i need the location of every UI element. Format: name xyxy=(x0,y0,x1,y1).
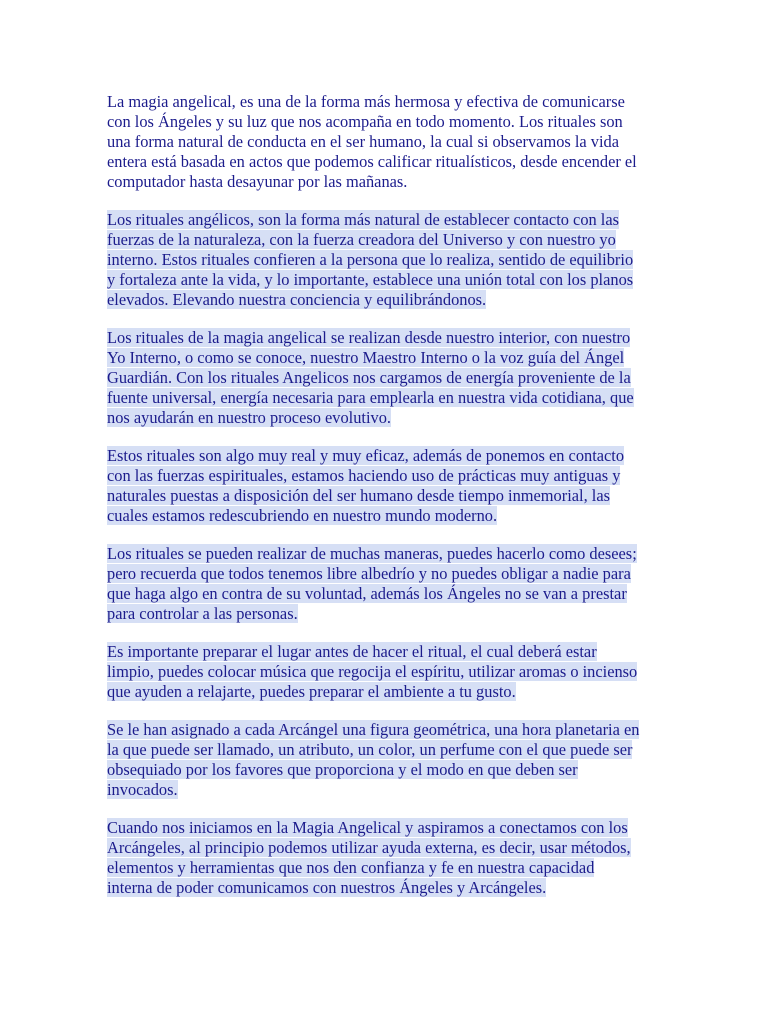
text-line-content: una forma natural de conducta en el ser humano, la cual si observamos la vida xyxy=(107,132,620,151)
text-line-content: y fortaleza ante la vida, y lo importante, establece una unión total con los planos xyxy=(107,270,634,289)
text-line-content: La magia angelical, es una de la forma más hermosa y efectiva de comunicarse xyxy=(107,92,625,111)
text-line-content: fuerzas de la naturaleza, con la fuerza creadora del Universo y con nuestro yo xyxy=(107,230,616,249)
text-line xyxy=(107,210,662,230)
paragraph xyxy=(107,544,662,624)
text-line xyxy=(107,740,662,760)
text-line xyxy=(107,446,662,466)
text-line xyxy=(107,250,662,270)
text-line xyxy=(107,662,662,682)
text-line-content: naturales puestas a disposición del ser humano desde tiempo inmemorial, las xyxy=(107,486,610,505)
text-line xyxy=(107,132,662,152)
text-line xyxy=(107,230,662,250)
text-line-content: cuales estamos redescubriendo en nuestro mundo moderno. xyxy=(107,506,498,525)
text-line xyxy=(107,328,662,348)
text-line xyxy=(107,564,662,584)
text-line-content: Estos rituales son algo muy real y muy eficaz, además de ponemos en contacto xyxy=(107,446,625,465)
text-line xyxy=(107,466,662,486)
text-line xyxy=(107,760,662,780)
text-line xyxy=(107,112,662,132)
text-line xyxy=(107,838,662,858)
text-line-content: elevados. Elevando nuestra conciencia y equilibrándonos. xyxy=(107,290,487,309)
text-line xyxy=(107,348,662,368)
paragraph xyxy=(107,92,662,192)
text-line xyxy=(107,682,662,702)
paragraph xyxy=(107,446,662,526)
paragraph xyxy=(107,720,662,800)
text-line xyxy=(107,486,662,506)
text-line xyxy=(107,720,662,740)
text-line-content: Yo Interno, o como se conoce, nuestro Maestro Interno o la voz guía del Ángel xyxy=(107,348,625,367)
text-line-content: Los rituales se pueden realizar de muchas maneras, puedes hacerlo como desees; xyxy=(107,544,637,563)
text-line-content: que ayuden a relajarte, puedes preparar el ambiente a tu gusto. xyxy=(107,682,516,701)
text-line-content: Es importante preparar el lugar antes de hacer el ritual, el cual deberá estar xyxy=(107,642,597,661)
text-line-content: con los Ángeles y su luz que nos acompaña en todo momento. Los rituales son xyxy=(107,112,623,131)
text-line xyxy=(107,604,662,624)
text-line-content: Arcángeles, al principio podemos utilizar ayuda externa, es decir, usar métodos, xyxy=(107,838,631,857)
text-line-content: Se le han asignado a cada Arcángel una figura geométrica, una hora planetaria en xyxy=(107,720,640,739)
text-line xyxy=(107,172,662,192)
text-line-content: elementos y herramientas que nos den confianza y fe en nuestra capacidad xyxy=(107,858,595,877)
text-line-content: Los rituales angélicos, son la forma más natural de establecer contacto con las xyxy=(107,210,620,229)
text-line xyxy=(107,270,662,290)
text-line xyxy=(107,290,662,310)
text-line-content: que haga algo en contra de su voluntad, además los Ángeles no se van a prestar xyxy=(107,584,627,603)
text-line xyxy=(107,858,662,878)
paragraph xyxy=(107,818,662,898)
text-line xyxy=(107,506,662,526)
text-line xyxy=(107,388,662,408)
text-line-content: invocados. xyxy=(107,780,178,799)
text-line xyxy=(107,780,662,800)
text-line-content: nos ayudarán en nuestro proceso evolutivo. xyxy=(107,408,392,427)
text-line-content: limpio, puedes colocar música que regocija el espíritu, utilizar aromas o incienso xyxy=(107,662,638,681)
text-line-content: Los rituales de la magia angelical se realizan desde nuestro interior, con nuestro xyxy=(107,328,631,347)
text-line xyxy=(107,408,662,428)
text-line xyxy=(107,92,662,112)
text-line-content: pero recuerda que todos tenemos libre albedrío y no puedes obligar a nadie para xyxy=(107,564,631,583)
paragraph xyxy=(107,210,662,310)
paragraph xyxy=(107,328,662,428)
text-line-content: Guardián. Con los rituales Angelicos nos cargamos de energía proveniente de la xyxy=(107,368,631,387)
text-line xyxy=(107,584,662,604)
text-line xyxy=(107,642,662,662)
text-line xyxy=(107,818,662,838)
text-line xyxy=(107,152,662,172)
text-line-content: fuente universal, energía necesaria para emplearla en nuestra vida cotidiana, que xyxy=(107,388,634,407)
text-line xyxy=(107,878,662,898)
text-line-content: Cuando nos iniciamos en la Magia Angelical y aspiramos a conectamos con los xyxy=(107,818,628,837)
text-line-content: obsequiado por los favores que proporciona y el modo en que deben ser xyxy=(107,760,578,779)
text-line-content: la que puede ser llamado, un atributo, un color, un perfume con el que puede ser xyxy=(107,740,633,759)
paragraph xyxy=(107,642,662,702)
text-line-content: computador hasta desayunar por las mañanas. xyxy=(107,172,408,191)
text-line xyxy=(107,544,662,564)
text-line-content: interno. Estos rituales confieren a la persona que lo realiza, sentido de equilibrio xyxy=(107,250,634,269)
text-line-content: para controlar a las personas. xyxy=(107,604,298,623)
text-line xyxy=(107,368,662,388)
text-line-content: con las fuerzas espirituales, estamos haciendo uso de prácticas muy antiguas y xyxy=(107,466,621,485)
text-line-content: interna de poder comunicamos con nuestros Ángeles y Arcángeles. xyxy=(107,878,547,897)
text-line-content: entera está basada en actos que podemos calificar ritualísticos, desde encender el xyxy=(107,152,637,171)
document-body xyxy=(107,92,662,916)
